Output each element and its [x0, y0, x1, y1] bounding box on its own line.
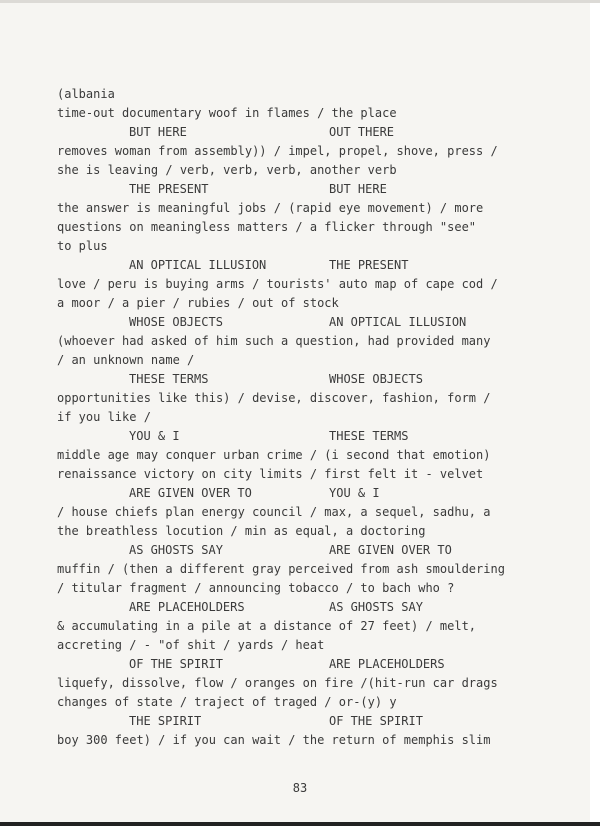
text-line: middle age may conquer urban crime / (i second that emotion): [57, 448, 491, 462]
heading-left: THE SPIRIT: [129, 714, 202, 728]
text-line: accreting / - "of shit / yards / heat: [57, 638, 325, 652]
heading-left: BUT HERE: [129, 125, 187, 139]
heading-left: THE PRESENT: [129, 182, 209, 196]
heading-row: [57, 370, 527, 389]
poem-text-block: [57, 85, 527, 750]
text-line: muffin / (then a different gray perceived from ash smouldering: [57, 562, 505, 576]
heading-left: OF THE SPIRIT: [129, 657, 223, 671]
heading-row: [57, 712, 527, 731]
text-line: liquefy, dissolve, flow / oranges on fire /(hit-run car drags: [57, 676, 498, 690]
heading-row: [57, 484, 527, 503]
page-edge: [590, 3, 600, 826]
heading-right: AS GHOSTS SAY: [329, 600, 423, 614]
text-line: time-out documentary woof in flames / the place: [57, 106, 397, 120]
heading-right: THESE TERMS: [329, 429, 409, 443]
text-line: if you like /: [57, 410, 151, 424]
heading-left: ARE GIVEN OVER TO: [129, 486, 252, 500]
heading-right: OUT THERE: [329, 125, 395, 139]
heading-row: [57, 598, 527, 617]
heading-right: ARE PLACEHOLDERS: [329, 657, 445, 671]
text-line: removes woman from assembly)) / impel, propel, shove, press /: [57, 144, 498, 158]
text-line: love / peru is buying arms / tourists' auto map of cape cod /: [57, 277, 498, 291]
heading-row: [57, 123, 527, 142]
heading-row: [57, 541, 527, 560]
heading-left: THESE TERMS: [129, 372, 209, 386]
text-line: (whoever had asked of him such a question, had provided many: [57, 334, 491, 348]
page-number: 83: [292, 781, 308, 795]
heading-left: AN OPTICAL ILLUSION: [129, 258, 267, 272]
heading-row: [57, 313, 527, 332]
heading-right: BUT HERE: [329, 182, 387, 196]
text-line: / house chiefs plan energy council / max, a sequel, sadhu, a: [57, 505, 491, 519]
heading-right: YOU & I: [329, 486, 380, 500]
text-line: questions on meaningless matters / a flicker through "see": [57, 220, 477, 234]
text-line: she is leaving / verb, verb, verb, another verb: [57, 163, 397, 177]
heading-right: WHOSE OBJECTS: [329, 372, 423, 386]
heading-right: THE PRESENT: [329, 258, 409, 272]
text-line: boy 300 feet) / if you can wait / the return of memphis slim: [57, 733, 491, 747]
heading-left: ARE PLACEHOLDERS: [129, 600, 245, 614]
heading-row: [57, 180, 527, 199]
text-line: / titular fragment / announcing tobacco / to bach who ?: [57, 581, 455, 595]
page-bottom-edge: [0, 822, 600, 826]
heading-row: [57, 256, 527, 275]
text-line: opportunities like this) / devise, discover, fashion, form /: [57, 391, 491, 405]
heading-left: YOU & I: [129, 429, 180, 443]
text-line: changes of state / traject of traged / or-(y) y: [57, 695, 397, 709]
heading-right: OF THE SPIRIT: [329, 714, 423, 728]
heading-row: [57, 655, 527, 674]
text-line: (albania: [57, 87, 115, 101]
text-line: renaissance victory on city limits / first felt it - velvet: [57, 467, 484, 481]
text-line: a moor / a pier / rubies / out of stock: [57, 296, 339, 310]
heading-right: AN OPTICAL ILLUSION: [329, 315, 467, 329]
text-line: / an unknown name /: [57, 353, 195, 367]
text-line: the answer is meaningful jobs / (rapid eye movement) / more: [57, 201, 484, 215]
heading-row: [57, 427, 527, 446]
text-line: & accumulating in a pile at a distance of 27 feet) / melt,: [57, 619, 477, 633]
heading-left: AS GHOSTS SAY: [129, 543, 223, 557]
text-line: the breathless locution / min as equal, a doctoring: [57, 524, 426, 538]
heading-left: WHOSE OBJECTS: [129, 315, 223, 329]
heading-right: ARE GIVEN OVER TO: [329, 543, 452, 557]
text-line: to plus: [57, 239, 108, 253]
